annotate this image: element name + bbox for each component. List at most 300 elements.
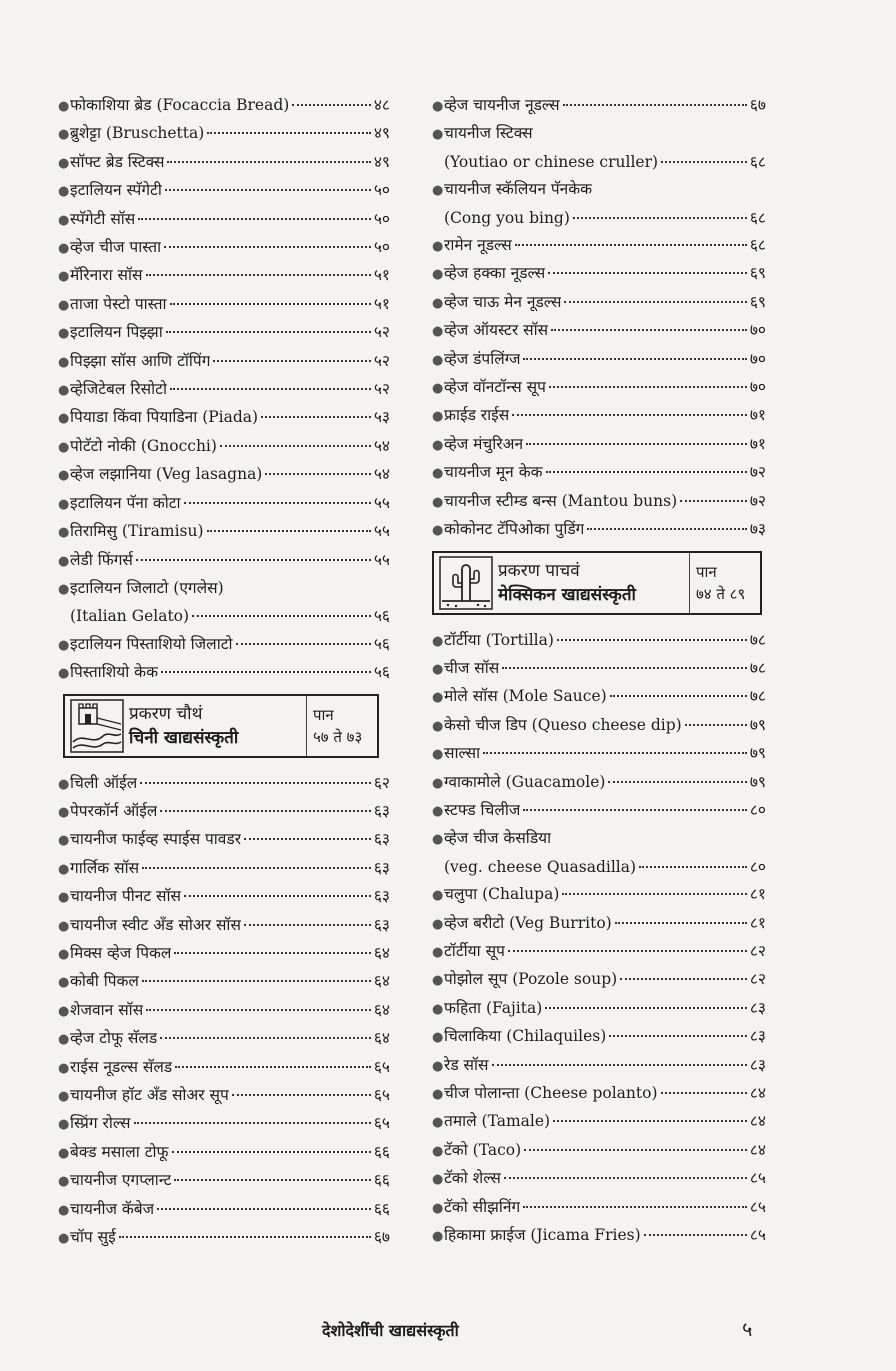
bullet-icon: ●	[432, 267, 444, 283]
toc-page-number: ६४	[373, 972, 390, 991]
bullet-icon: ●	[58, 297, 70, 313]
toc-entry-title: चायनीज स्कॅलियन पॅनकेक	[444, 180, 593, 199]
toc-entry	[432, 374, 766, 402]
dot-leader	[524, 1149, 747, 1151]
toc-entry	[58, 490, 390, 518]
toc-entry	[58, 997, 390, 1025]
toc-page-number: ७९	[749, 744, 766, 763]
toc-entry-title: पियाडा किंवा पियाडिना (Piada)	[70, 408, 259, 427]
toc-entry	[432, 1222, 766, 1250]
bullet-icon: ●	[432, 409, 444, 425]
toc-page-number: ७८	[749, 658, 766, 677]
bullet-icon: ●	[58, 890, 70, 906]
toc-entry-title: चायनीज पीनट सॉस	[70, 887, 182, 906]
dot-leader	[553, 1120, 747, 1122]
dot-leader	[184, 502, 371, 504]
toc-entry	[58, 149, 390, 177]
toc-page-number: ८३	[749, 1055, 766, 1074]
toc-entry	[432, 1023, 766, 1051]
chapter-heading-text	[498, 559, 689, 607]
toc-entry	[432, 1165, 766, 1193]
toc-entry	[58, 798, 390, 826]
dot-leader	[167, 161, 370, 163]
bullet-icon: ●	[58, 241, 70, 257]
toc-entry-title: फहिता (Fajita)	[444, 998, 543, 1017]
bullet-icon: ●	[432, 916, 444, 932]
dot-leader	[166, 331, 371, 333]
toc-entry-title: मोले सॉस (Mole Sauce)	[444, 687, 607, 706]
dot-leader	[157, 1208, 371, 1210]
toc-entry-title: व्हेज चीज पास्ता	[70, 238, 162, 257]
toc-page-number: ५४	[373, 465, 390, 484]
toc-page-number: ६३	[373, 858, 390, 877]
bullet-icon: ●	[432, 352, 444, 368]
toc-page-number: ५२	[373, 323, 390, 342]
dot-leader	[502, 667, 747, 669]
toc-page-number: ८०	[749, 800, 766, 819]
toc-entry-subtitle: (Cong you bing)	[444, 208, 570, 227]
toc-entry-title: व्हेज चाऊ मेन नूडल्स	[444, 292, 562, 311]
dot-leader	[261, 416, 371, 418]
bullet-icon: ●	[432, 888, 444, 904]
dot-leader	[573, 217, 747, 219]
toc-entry-title: व्हेज डंपलिंग्ज	[444, 349, 521, 368]
toc-page-number: ६६	[373, 1171, 390, 1190]
toc-entry-title: पिस्ताशियो केक	[70, 663, 158, 682]
bullet-icon: ●	[432, 973, 444, 989]
toc-page-number: ८३	[749, 998, 766, 1017]
bullet-icon: ●	[432, 1143, 444, 1159]
toc-entry	[58, 177, 390, 205]
toc-entry	[58, 659, 390, 687]
toc-entry-title: स्प्रिंग रोल्स	[70, 1114, 131, 1133]
bullet-icon: ●	[58, 127, 70, 143]
toc-entry-title: व्हेज चीज केसडिया	[444, 829, 552, 848]
chapter-heading-text	[129, 702, 306, 750]
toc-entry	[432, 683, 766, 711]
toc-page-number: ८४	[749, 1084, 766, 1102]
toc-entry-title: लेडी फिंगर्स	[70, 550, 133, 569]
dot-leader	[172, 1151, 371, 1153]
bullet-icon: ●	[432, 1229, 444, 1245]
dot-leader	[523, 358, 746, 360]
toc-entry-subtitle: (Youtiao or chinese cruller)	[444, 152, 659, 171]
toc-page-number: ७९	[749, 772, 766, 791]
bullet-icon: ●	[58, 804, 70, 820]
toc-entry	[58, 518, 390, 546]
dot-leader	[192, 615, 371, 617]
toc-page-number: ६३	[373, 887, 390, 906]
toc-entry-title: इटालियन पॅना कोटा	[70, 493, 181, 512]
dot-leader	[184, 895, 371, 897]
dot-leader	[175, 1066, 371, 1068]
dot-leader	[685, 724, 747, 726]
toc-entry-title: ग्वाकामोले (Guacamole)	[444, 772, 606, 791]
chapter-page-range	[689, 553, 760, 613]
toc-page-number: ५१	[373, 294, 390, 313]
toc-entry	[432, 176, 766, 204]
toc-entry-continuation	[58, 603, 390, 630]
toc-entry	[432, 459, 766, 487]
toc-page-number: ७३	[749, 520, 766, 539]
toc-entry	[58, 206, 390, 234]
toc-entry	[432, 260, 766, 288]
toc-page-number: ६३	[373, 915, 390, 934]
toc-page-number: ६७	[749, 96, 766, 114]
bullet-icon: ●	[58, 99, 70, 114]
dot-leader	[142, 867, 371, 869]
toc-page-number: ५२	[373, 351, 390, 370]
chapter-title: चिनी खाद्यसंस्कृती	[129, 727, 239, 748]
toc-entry-title: कोबी पिकल	[70, 972, 139, 991]
toc-page-number: ४८	[373, 96, 390, 114]
toc-page-number: ८५	[749, 1169, 766, 1188]
bullet-icon: ●	[432, 324, 444, 340]
bullet-icon: ●	[432, 239, 444, 255]
toc-entry-title: चीज पोलान्ता (Cheese polanto)	[444, 1084, 658, 1102]
bullet-icon: ●	[432, 690, 444, 706]
toc-page-number: ८३	[749, 1027, 766, 1046]
dot-leader	[161, 671, 371, 673]
toc-page-number: ५०	[373, 238, 390, 257]
toc-page-number: ६५	[373, 1086, 390, 1104]
dot-leader	[492, 1064, 747, 1066]
toc-entry-title: स्टफ्ड चिलीज	[444, 800, 521, 819]
dot-leader	[170, 388, 371, 390]
toc-entry	[58, 262, 390, 290]
toc-page-number: ६३	[373, 830, 390, 849]
toc-entry-title: चलुपा (Chalupa)	[444, 885, 560, 904]
chapter-pages-label: पान	[313, 705, 334, 724]
dot-leader	[146, 1009, 371, 1011]
toc-entry-title: चायनीज स्टीम्ड बन्स (Mantou buns)	[444, 491, 678, 510]
toc-entry	[58, 404, 390, 432]
dot-leader	[138, 218, 371, 220]
toc-entry	[432, 655, 766, 683]
toc-entry-title: मॅरिनारा सॉस	[70, 266, 143, 285]
toc-entry	[432, 402, 766, 430]
dot-leader	[557, 639, 747, 641]
dot-leader	[512, 414, 747, 416]
toc-entry	[58, 1054, 390, 1082]
bullet-icon: ●	[58, 383, 70, 399]
toc-entry	[58, 433, 390, 461]
dot-leader	[587, 528, 747, 530]
toc-entry-title: व्हेज बरीटो (Veg Burrito)	[444, 913, 612, 932]
dot-leader	[232, 1094, 371, 1096]
toc-entry	[432, 317, 766, 345]
bullet-icon: ●	[58, 212, 70, 228]
toc-entry	[58, 940, 390, 968]
toc-page-number: ६५	[373, 1057, 390, 1076]
toc-entry-title: ताजा पेस्टो पास्ता	[70, 294, 167, 313]
toc-entry-title: शेजवान सॉस	[70, 1000, 144, 1019]
dot-leader	[523, 809, 746, 811]
toc-entry-title: टॅको (Taco)	[444, 1140, 522, 1159]
bullet-icon: ●	[432, 1001, 444, 1017]
bullet-icon: ●	[432, 775, 444, 791]
dot-leader	[207, 530, 371, 532]
toc-entry-title: व्हेज चायनीज नूडल्स	[444, 96, 560, 114]
toc-entry-title: कोकोनट टॅपिओका पुडिंग	[444, 520, 585, 539]
toc-page-number: ६९	[749, 292, 766, 311]
toc-page-number: ५२	[373, 380, 390, 399]
bullet-icon: ●	[432, 127, 444, 143]
bullet-icon: ●	[432, 99, 444, 114]
toc-entry	[58, 1110, 390, 1138]
bullet-icon: ●	[58, 1060, 70, 1076]
chapter-pages-value: ७४ ते ८९	[696, 584, 746, 603]
toc-entry	[432, 289, 766, 317]
bullet-icon: ●	[58, 1231, 70, 1247]
bullet-icon: ●	[58, 411, 70, 427]
toc-entry	[432, 938, 766, 966]
toc-entry-title: स्पॅगेटी सॉस	[70, 209, 136, 228]
toc-entry	[432, 1108, 766, 1136]
toc-entry-title: व्हेज टोफू सॅलड	[70, 1029, 158, 1048]
toc-entry	[58, 1139, 390, 1167]
toc-page-number: ८४	[749, 1112, 766, 1131]
dot-leader	[515, 244, 747, 246]
toc-entry-title: रेड सॉस	[444, 1055, 489, 1074]
bullet-icon: ●	[432, 832, 444, 848]
bullet-icon: ●	[58, 1174, 70, 1190]
toc-entry	[432, 881, 766, 909]
page-footer	[0, 1315, 896, 1345]
toc-entry	[58, 968, 390, 996]
toc-entry	[432, 232, 766, 260]
toc-page-number: ५०	[373, 209, 390, 228]
dot-leader	[639, 866, 747, 868]
toc-page-number: ६७	[373, 1228, 390, 1247]
toc-entry-title: तमाले (Tamale)	[444, 1112, 551, 1131]
bullet-icon: ●	[58, 918, 70, 934]
toc-entry-title: फोकाशिया ब्रेड (Focaccia Bread)	[70, 96, 290, 114]
footer-book-title: देशोदेशींची खाद्यसंस्कृती	[322, 1321, 459, 1340]
bullet-icon: ●	[58, 975, 70, 991]
toc-entry	[58, 631, 390, 659]
toc-entry	[432, 825, 766, 853]
toc-entry-title: व्हेज हक्का नूडल्स	[444, 264, 546, 283]
toc-entry	[58, 120, 390, 148]
toc-page-number: ६६	[373, 1142, 390, 1161]
toc-entry-title: व्हेज ऑयस्टर सॉस	[444, 321, 549, 340]
bullet-icon: ●	[58, 1089, 70, 1104]
toc-page-number: ४९	[373, 124, 390, 143]
toc-entry	[58, 461, 390, 489]
dot-leader	[508, 950, 747, 952]
toc-entry-title: गार्लिक सॉस	[70, 858, 140, 877]
toc-page-number: ८२	[749, 941, 766, 960]
toc-entry	[58, 376, 390, 404]
toc-entry-title: इटालियन पिझ्झा	[70, 323, 163, 342]
bullet-icon: ●	[58, 861, 70, 877]
bullet-icon: ●	[58, 1145, 70, 1161]
bullet-icon: ●	[432, 633, 444, 649]
toc-entry	[432, 966, 766, 994]
toc-entry	[58, 319, 390, 347]
toc-entry-continuation	[432, 149, 766, 176]
dot-leader	[523, 1206, 747, 1208]
bullet-icon: ●	[58, 1202, 70, 1218]
toc-page-number: ७८	[749, 687, 766, 706]
toc-entry-title: इटालियन जिलाटो (एगलेस)	[70, 578, 224, 597]
bullet-icon: ●	[58, 637, 70, 653]
bullet-icon: ●	[58, 1117, 70, 1133]
toc-entry-title: पोटॅटो नोकी (Gnocchi)	[70, 436, 217, 455]
toc-page-number: ६८	[749, 208, 766, 227]
toc-page-number: ७०	[749, 349, 766, 368]
toc-entry-title: पिझ्झा सॉस आणि टॉपिंग	[70, 351, 211, 370]
toc-page-number: ६२	[373, 773, 390, 792]
dot-leader	[680, 500, 747, 502]
toc-page-number: ६४	[373, 1000, 390, 1019]
toc-page-number: ६४	[373, 1029, 390, 1048]
toc-entry	[58, 1167, 390, 1195]
dot-leader	[140, 782, 371, 784]
dot-leader	[551, 329, 747, 331]
great-wall-icon	[69, 698, 125, 754]
toc-entry	[58, 575, 390, 603]
dot-leader	[562, 893, 746, 895]
toc-entry-title: हिकामा फ्राईज (Jicama Fries)	[444, 1226, 641, 1245]
toc-page-number: ८२	[749, 970, 766, 989]
toc-entry	[58, 855, 390, 883]
toc-page-number: ६९	[749, 264, 766, 283]
bullet-icon: ●	[432, 295, 444, 311]
chapter-number: प्रकरण चौथं	[129, 703, 203, 724]
toc-entry-title: टॉर्टीया (Tortilla)	[444, 630, 554, 649]
toc-page-number: ६५	[373, 1114, 390, 1133]
toc-entry-title: रामेन नूडल्स	[444, 236, 512, 255]
toc-page-number: ५६	[373, 634, 390, 653]
bullet-icon: ●	[432, 1058, 444, 1074]
chapter-title: मेक्सिकन खाद्यसंस्कृती	[498, 584, 636, 605]
dot-leader	[545, 1007, 747, 1009]
dot-leader	[292, 104, 371, 106]
toc-entry	[58, 1224, 390, 1252]
toc-entry	[58, 1025, 390, 1053]
dot-leader	[213, 360, 370, 362]
toc-entry-title: राईस नूडल्स सॅलड	[70, 1057, 173, 1076]
toc-page-number: ५५	[373, 550, 390, 569]
dot-leader	[265, 473, 371, 475]
bullet-icon: ●	[432, 661, 444, 677]
toc-page-number: ६८	[749, 236, 766, 255]
toc-entry-title: बेक्ड मसाला टोफू	[70, 1142, 169, 1161]
bullet-icon: ●	[432, 944, 444, 960]
toc-entry-title: तिरामिसु (Tiramisu)	[70, 522, 204, 541]
toc-entry-title: साल्सा	[444, 744, 481, 763]
bullet-icon: ●	[58, 776, 70, 792]
bullet-icon: ●	[58, 155, 70, 171]
dot-leader	[174, 952, 370, 954]
toc-entry-title: चायनीज स्टिक्स	[444, 124, 533, 143]
toc-page-number: ७१	[749, 434, 766, 453]
toc-entry-title: चिली ऑईल	[70, 773, 138, 792]
chapter-page-range	[306, 696, 377, 756]
toc-page-number: ५५	[373, 493, 390, 512]
toc-entry-title: चीज सॉस	[444, 658, 500, 677]
toc-entry	[432, 910, 766, 938]
dot-leader	[164, 246, 371, 248]
dot-leader	[165, 189, 371, 191]
dot-leader	[134, 1122, 371, 1124]
toc-entry-title: व्हेजिटेबल रिसोटो	[70, 380, 167, 399]
toc-page-number: ७०	[749, 378, 766, 397]
chapter-heading	[63, 694, 379, 758]
toc-entry	[58, 912, 390, 940]
bullet-icon: ●	[58, 269, 70, 285]
toc-entry	[58, 547, 390, 575]
toc-entry-subtitle: (Italian Gelato)	[70, 607, 190, 626]
toc-entry	[58, 883, 390, 911]
toc-entry-title: व्हेज मंचुरिअन	[444, 434, 524, 453]
toc-entry	[432, 1052, 766, 1080]
bullet-icon: ●	[432, 523, 444, 539]
toc-page-number: ८४	[749, 1140, 766, 1159]
dot-leader	[136, 559, 371, 561]
chapter-pages-label: पान	[696, 562, 717, 581]
cactus-icon	[438, 555, 494, 611]
toc-entry-title: चायनीज स्वीट अँड सोअर सॉस	[70, 915, 241, 934]
bullet-icon: ●	[58, 1003, 70, 1019]
toc-entry	[58, 826, 390, 854]
bullet-icon: ●	[432, 718, 444, 734]
bullet-icon: ●	[58, 326, 70, 342]
toc-entry-title: चायनीज हॉट अँड सोअर सूप	[70, 1086, 229, 1104]
dot-leader	[564, 301, 746, 303]
bullet-icon: ●	[432, 494, 444, 510]
toc-entry-title: चायनीज एगप्लान्ट	[70, 1171, 172, 1190]
toc-entry	[58, 234, 390, 262]
toc-entry-title: चायनीज कॅबेज	[70, 1199, 155, 1218]
toc-entry	[432, 120, 766, 148]
bullet-icon: ●	[432, 803, 444, 819]
toc-page-number: ६३	[373, 801, 390, 820]
bullet-icon: ●	[432, 1115, 444, 1131]
toc-entry	[432, 995, 766, 1023]
bullet-icon: ●	[58, 525, 70, 541]
bullet-icon: ●	[432, 1200, 444, 1216]
dot-leader	[170, 303, 371, 305]
toc-entry	[432, 1080, 766, 1108]
toc-page-number: ८१	[749, 885, 766, 904]
toc-entry-title: मिक्स व्हेज पिकल	[70, 943, 172, 962]
toc-page-number: ५६	[373, 663, 390, 682]
toc-page-number: ५३	[373, 408, 390, 427]
bullet-icon: ●	[58, 496, 70, 512]
bullet-icon: ●	[58, 1032, 70, 1048]
dot-leader	[644, 1234, 747, 1236]
toc-entry	[58, 348, 390, 376]
toc-right-column	[432, 92, 766, 1250]
toc-entry	[58, 1196, 390, 1224]
toc-page-number: ५५	[373, 522, 390, 541]
toc-entry	[58, 1082, 390, 1110]
dot-leader	[504, 1177, 747, 1179]
dot-leader	[661, 161, 747, 163]
dot-leader	[526, 443, 747, 445]
dot-leader	[160, 810, 371, 812]
dot-leader	[244, 924, 371, 926]
bullet-icon: ●	[58, 553, 70, 569]
dot-leader	[483, 752, 747, 754]
dot-leader	[620, 978, 747, 980]
bullet-icon: ●	[432, 437, 444, 453]
dot-leader	[160, 1037, 371, 1039]
dot-leader	[563, 104, 747, 106]
